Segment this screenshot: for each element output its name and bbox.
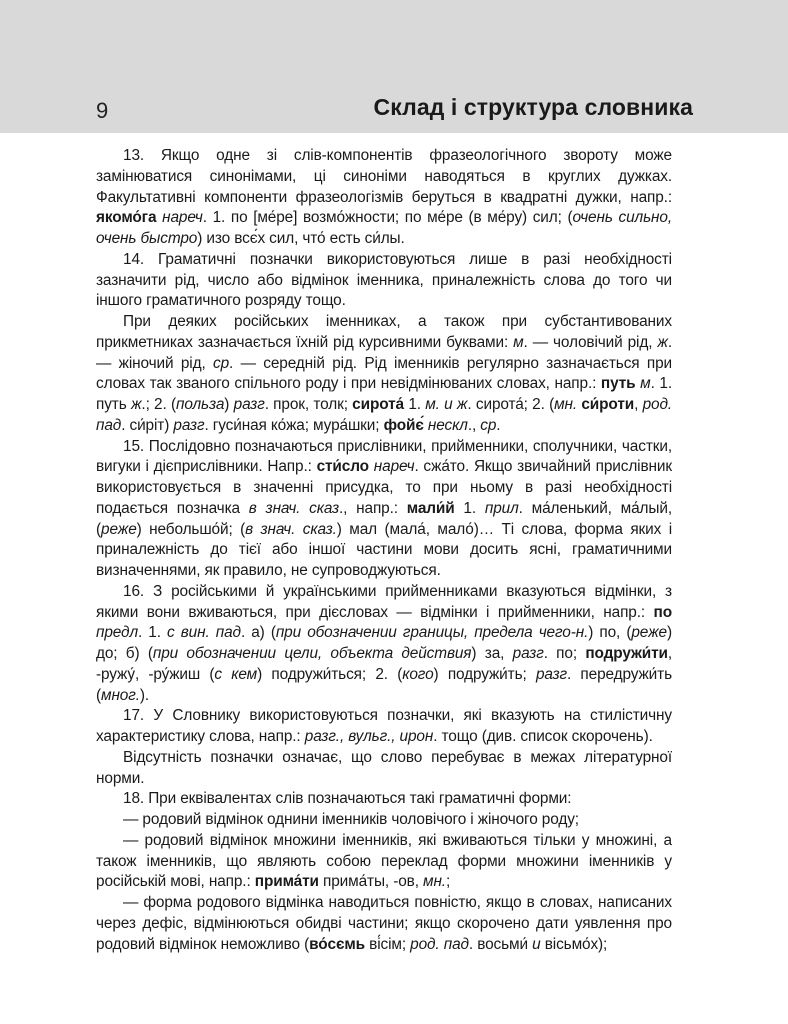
headword: сти́сло <box>316 458 369 476</box>
text-run: . по; <box>543 645 586 662</box>
grammar-label: в знач. сказ. <box>245 520 337 538</box>
grammar-label: нареч <box>162 209 203 227</box>
text-run: ві́сім; <box>364 935 411 953</box>
grammar-label: ж <box>657 333 668 351</box>
headword: мали́й <box>406 499 455 517</box>
text-run: ., <box>467 416 481 434</box>
paragraph-13 <box>96 146 672 250</box>
header-band <box>0 0 788 133</box>
paragraph-17 <box>96 706 672 748</box>
text-run: ) небольшо́й; ( <box>136 520 246 538</box>
grammar-label: реже <box>101 520 137 538</box>
page-title: Склад і структура словника <box>373 94 693 120</box>
grammar-label: очень сильно, очень быстро <box>96 209 672 247</box>
paragraph-no-label <box>96 748 672 790</box>
grammar-label: ср <box>480 416 497 434</box>
paragraph-18 <box>96 789 672 810</box>
headword: во́сємь <box>309 935 365 953</box>
text-run: 15. Послідовно позначаються прислівники, прийменники, сполучники, частки, вигуки і дієприслівники. Напр.: <box>96 437 672 476</box>
text-run: 17. У Словнику використовуються позначки, які вказують на стилістичну характеристику слова, напр.: <box>96 707 672 745</box>
grammar-label: реже <box>631 624 667 642</box>
text-run: . — жіночий рід, <box>96 333 672 372</box>
grammar-label: нескл <box>427 416 468 434</box>
paragraph-16 <box>96 582 672 707</box>
text-run: вісьмо́х); <box>540 935 608 953</box>
grammar-label: разг., вульг., ирон <box>304 728 434 745</box>
text-run: . сжа́то. Якщо звичайний прислівник використовується в значенні присудка, то при ньому в разі необхідності подається позначка <box>96 458 672 517</box>
body-text <box>96 146 672 955</box>
grammar-label: род. пад <box>96 396 672 434</box>
grammar-label: в знач. сказ <box>248 499 340 517</box>
grammar-label: ж <box>130 396 142 413</box>
headword: прима́ти <box>254 873 319 891</box>
grammar-label: разг <box>173 416 205 434</box>
grammar-label: разг <box>512 645 544 662</box>
grammar-label: м <box>513 333 524 351</box>
headword: си́роти <box>581 396 635 413</box>
grammar-label: мног. <box>101 686 140 704</box>
text-run: прима́ты, -ов, <box>318 873 424 891</box>
text-run: . 1. по [ме́ре] возмо́жности; по ме́ре (в ме́ру) сил; ( <box>202 209 573 227</box>
grammar-label: мн. <box>554 396 578 413</box>
text-run: ., напр.: <box>339 499 407 517</box>
text-run: ) до; б) ( <box>96 624 672 662</box>
grammar-label: м <box>640 375 651 393</box>
text-run: . — середній рід. Рід іменників регулярно зазначається при словах так званого спільного роду і при невідмінюваних словах, напр.: <box>96 354 672 393</box>
paragraph-gender <box>96 312 672 437</box>
list-item-genitive-full <box>96 893 672 955</box>
text-run: . сирота́; 2. ( <box>467 396 555 413</box>
text-run: . 1. <box>138 624 168 642</box>
text-run: , -ружу́, -ру́жиш ( <box>96 645 673 683</box>
grammar-label: прил <box>484 499 519 517</box>
grammar-label: род. пад <box>410 935 469 953</box>
headword: подружи́ти <box>585 645 668 662</box>
grammar-label: с кем <box>214 665 258 683</box>
text-run: 18. При еквівалентах слів позначаються такі граматичні форми: <box>123 790 572 808</box>
grammar-label: разг <box>233 396 265 413</box>
text-run: .; 2. ( <box>141 396 176 413</box>
grammar-label: с вин. пад <box>167 624 241 642</box>
text-run: — родовий відмінок однини іменників чоловічого і жіночого роду; <box>123 811 579 828</box>
text-run: 1. <box>454 499 485 517</box>
list-item-genitive-singular <box>96 810 672 831</box>
text-run: . передружи́ть ( <box>96 665 672 704</box>
list-item-genitive-plural <box>96 831 672 893</box>
text-run: При деяких російських іменниках, а також при субстантивованих прикметниках зазначається їхній рід курсивними буквами: <box>96 313 672 351</box>
headword: фойє́ <box>383 416 424 434</box>
text-run: ) <box>224 396 234 413</box>
text-run: . си́ріт) <box>121 416 174 434</box>
grammar-label: ср <box>213 354 230 372</box>
text-run: 13. Якщо одне зі слів-компонентів фразеологічного звороту може замінюватися синонімами, ці синоніми наводяться в круглих дужках. Факультативні компоненти фразеологізмів беруться в квадратні дужки, напр.: <box>96 147 672 206</box>
text-run: 16. З російськими й українськими прийменниками вказуються відмінки, з якими вони вживаються, при дієсловах — відмінки і прийменники, напр.: <box>96 582 672 621</box>
text-run: . <box>496 416 501 434</box>
text-run: . тощо (див. список скорочень). <box>433 728 653 745</box>
text-run: ). <box>139 686 150 704</box>
text-run: ) изо всє́х сил, что́ есть си́лы. <box>197 230 405 247</box>
grammar-label: при обозначении цели, объекта действия <box>152 645 472 662</box>
grammar-label: польза <box>176 396 225 413</box>
text-run: . восьми́ <box>468 935 533 953</box>
text-run: , <box>634 396 643 413</box>
paragraph-14 <box>96 250 672 312</box>
grammar-label: разг <box>535 665 567 683</box>
text-run: 14. Граматичні позначки використовуються лише в разі необхідності зазначити рід, число або відмінок іменника, приналежність слова до того чи іншого граматичного розряду тощо. <box>96 250 672 310</box>
text-run: . 1. путь <box>96 375 673 413</box>
grammar-label: при обозначении границы, предела чего-н. <box>275 624 589 642</box>
text-run: . прок, толк; <box>264 396 353 413</box>
text-run: ) подружи́ть; <box>433 665 536 683</box>
text-run: . а) ( <box>240 624 276 642</box>
headword: сирота́ <box>352 396 404 413</box>
text-run: . — чоловічий рід, <box>523 333 658 351</box>
text-run: — родовий відмінок множини іменників, які вживаються тільки у множині, а також іменників, що являють собою переклад форми множини іменників у російській мові, напр.: <box>96 831 672 891</box>
text-run: ) мал (мала́, мало́)… Ті слова, форма яких і приналежність до тієї або іншої частини мови досить ясні, граматичними визначеннями, як правило, не супроводжуються. <box>96 520 672 579</box>
text-run: — форма родового відмінка наводиться повністю, якщо в словах, написаних через дефіс, відмінюються обидві частини; якщо скорочено дати уявлення про родовий відмінок неможливо ( <box>96 894 672 953</box>
text-run: Відсутність позначки означає, що слово перебуває в межах літературної норми. <box>96 748 672 787</box>
headword: якомо́га <box>96 209 157 227</box>
text-run: . ма́ленький, ма́лый, ( <box>96 499 672 538</box>
text-run: 1. <box>404 396 426 413</box>
headword: по <box>653 603 672 621</box>
text-run: ) подружи́ться; 2. ( <box>257 665 403 683</box>
page-number: 9 <box>96 98 109 123</box>
grammar-label: м. и ж <box>425 396 468 413</box>
grammar-label: кого <box>402 665 434 683</box>
paragraph-15 <box>96 437 672 582</box>
text-run: ) по, ( <box>588 624 632 642</box>
grammar-label: нареч <box>373 458 415 476</box>
text-run: ; <box>445 873 451 891</box>
headword: путь <box>600 375 636 393</box>
grammar-label: предл <box>96 624 139 642</box>
text-run: ) за, <box>471 645 513 662</box>
grammar-label: мн. <box>423 873 446 891</box>
grammar-label: и <box>532 935 541 953</box>
text-run: . гуси́ная ко́жа; мура́шки; <box>204 416 384 434</box>
